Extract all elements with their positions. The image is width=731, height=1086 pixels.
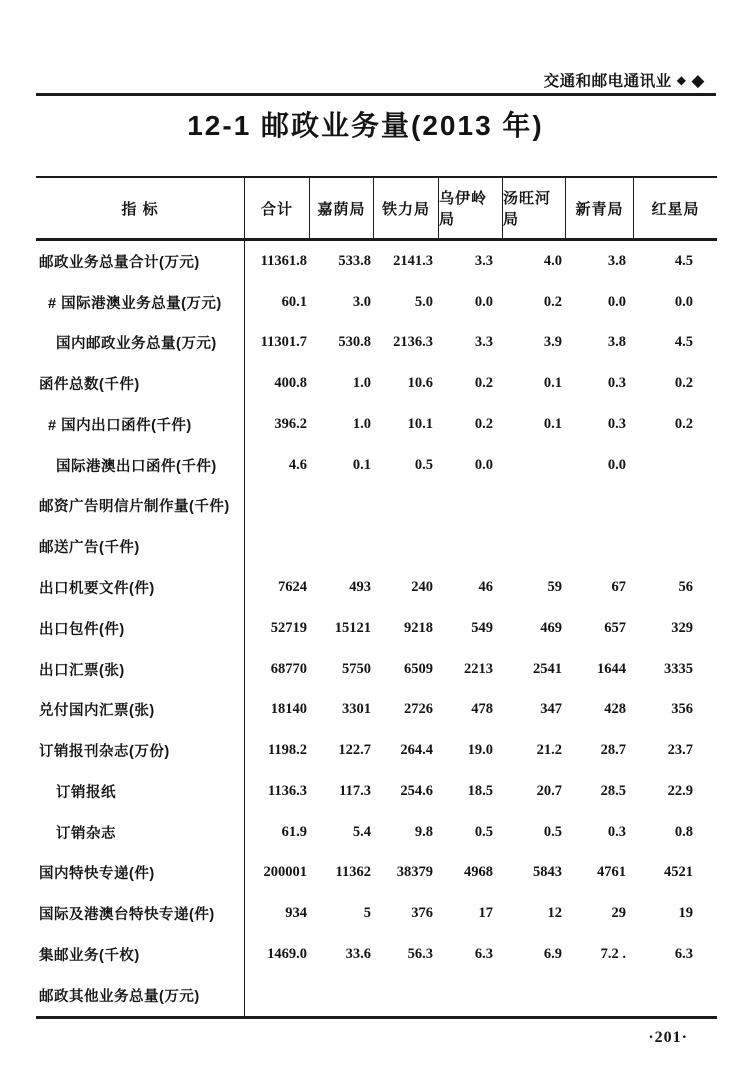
table-row — [36, 689, 717, 730]
cell-value: 46 — [478, 579, 493, 595]
cell-value: 0.0 — [607, 293, 626, 310]
cell-value: 122.7 — [338, 742, 371, 759]
cell-value — [633, 486, 717, 527]
cell-value: 5.4 — [352, 823, 371, 840]
table-row — [36, 608, 717, 649]
cell-value: 29 — [611, 905, 626, 922]
cell-value: 1.0 — [352, 375, 371, 392]
cell-value: 2726 — [404, 701, 433, 718]
cell-value: 2141.3 — [393, 252, 433, 269]
cell-value: 0.3 — [607, 375, 626, 392]
cell-value: 0.1 — [352, 456, 371, 473]
cell-value: 0.0 — [474, 456, 493, 473]
row-indicator-label: 邮政其他业务总量(万元) — [36, 975, 245, 1016]
row-indicator-label: 出口机要文件(件) — [36, 567, 245, 608]
diamond-icon: ◆ — [691, 70, 705, 90]
cell-value: 11301.7 — [260, 334, 307, 351]
cell-value: 68770 — [270, 660, 307, 677]
cell-value — [309, 526, 373, 567]
column-header-total: 合计 — [260, 200, 293, 218]
cell-value: 5 — [363, 905, 371, 922]
cell-value: 10.1 — [407, 415, 433, 432]
cell-value: 15121 — [334, 619, 371, 636]
table-row — [36, 567, 717, 608]
cell-value: 329 — [671, 619, 693, 636]
row-indicator-label: 邮资广告明信片制作量(千件) — [36, 486, 245, 527]
cell-value: 6509 — [404, 660, 433, 677]
table-row — [36, 812, 717, 853]
cell-value: 6.9 — [543, 945, 562, 962]
cell-value — [373, 486, 438, 527]
row-indicator-label: # 国内出口函件(千件) — [36, 404, 245, 445]
cell-value: 347 — [540, 701, 562, 718]
cell-value: 17 — [478, 905, 493, 922]
cell-value: 0.1 — [543, 375, 562, 392]
cell-value — [633, 445, 717, 486]
table-row — [36, 893, 717, 934]
cell-value — [502, 526, 565, 567]
cell-value: 0.5 — [474, 823, 493, 840]
cell-value: 657 — [604, 619, 626, 636]
cell-value: 61.9 — [281, 823, 307, 840]
row-indicator-label: 邮政业务总量合计(万元) — [36, 241, 245, 282]
cell-value: 9.8 — [414, 823, 433, 840]
table-row — [36, 730, 717, 771]
cell-value: 3.9 — [543, 334, 562, 351]
column-header-tangwanghe: 汤旺河局 — [502, 178, 565, 238]
cell-value: 0.3 — [607, 823, 626, 840]
cell-value: 4.5 — [674, 334, 693, 351]
cell-value — [502, 486, 565, 527]
cell-value — [438, 486, 502, 527]
cell-value: 3.3 — [474, 334, 493, 351]
column-header-tieli: 铁力局 — [373, 178, 438, 238]
cell-value — [245, 975, 309, 1016]
header-category-label: 交通和邮电通讯业 — [543, 73, 672, 90]
cell-value: 478 — [471, 701, 493, 718]
cell-value: 5843 — [533, 864, 562, 881]
cell-value — [633, 526, 717, 567]
cell-value: 4761 — [597, 864, 626, 881]
cell-value: 20.7 — [536, 782, 562, 799]
row-indicator-label: 函件总数(千件) — [36, 363, 245, 404]
cell-value: 52719 — [270, 619, 307, 636]
cell-value: 376 — [411, 905, 433, 922]
cell-value: 0.5 — [543, 823, 562, 840]
row-indicator-label: 兑付国内汇票(张) — [36, 689, 245, 730]
cell-value: 12 — [547, 905, 562, 922]
cell-value — [502, 975, 565, 1016]
row-indicator-label: 国内特快专递(件) — [36, 852, 245, 893]
cell-value: 117.3 — [339, 782, 371, 799]
cell-value: 28.5 — [600, 782, 626, 799]
table-row — [36, 282, 717, 323]
cell-value: 469 — [540, 619, 562, 636]
cell-value: 549 — [471, 619, 493, 636]
table-row — [36, 323, 717, 364]
cell-value — [565, 486, 633, 527]
cell-value: 240 — [411, 579, 433, 595]
cell-value: 6.3 — [674, 945, 693, 962]
table-row — [36, 975, 717, 1016]
table-row — [36, 486, 717, 527]
cell-value: 200001 — [263, 864, 307, 881]
cell-value: 18.5 — [467, 782, 493, 799]
cell-value: 59 — [547, 579, 562, 595]
cell-value: 33.6 — [345, 945, 371, 962]
cell-value — [502, 445, 565, 486]
cell-value: 0.2 — [474, 375, 493, 392]
table-row — [36, 363, 717, 404]
row-indicator-label: 国际港澳出口函件(千件) — [36, 445, 245, 486]
cell-value — [565, 526, 633, 567]
table-row — [36, 526, 717, 567]
cell-value: 60.1 — [281, 293, 307, 310]
column-header-wuyiling: 乌伊岭局 — [438, 178, 502, 238]
cell-value: 7.2 . — [600, 945, 626, 962]
cell-value: 19.0 — [467, 742, 493, 759]
cell-value: 0.2 — [474, 415, 493, 432]
row-indicator-label: 订销杂志 — [36, 812, 245, 853]
table-row — [36, 771, 717, 812]
cell-value — [438, 526, 502, 567]
page-title: 12-1 邮政业务量(2013 年) — [187, 110, 544, 141]
running-header — [544, 69, 705, 91]
cell-value: 67 — [611, 579, 626, 595]
cell-value: 3.8 — [607, 334, 626, 351]
row-indicator-label: 集邮业务(千枚) — [36, 934, 245, 975]
cell-value: 4521 — [664, 864, 693, 881]
row-indicator-label: # 国际港澳业务总量(万元) — [36, 282, 245, 323]
page-number: ·201· — [648, 1029, 688, 1046]
cell-value — [245, 526, 309, 567]
cell-value: 11361.8 — [260, 252, 307, 269]
cell-value: 0.5 — [414, 456, 433, 473]
column-header-hongxing: 红星局 — [633, 178, 717, 238]
cell-value: 3.8 — [607, 252, 626, 269]
cell-value: 19 — [678, 905, 693, 922]
cell-value: 4.5 — [674, 252, 693, 269]
cell-value — [373, 975, 438, 1016]
table-row — [36, 445, 717, 486]
row-indicator-label: 邮送广告(千件) — [36, 526, 245, 567]
cell-value: 3301 — [342, 701, 371, 718]
cell-value: 3.0 — [352, 293, 371, 310]
cell-value — [438, 975, 502, 1016]
row-indicator-label: 出口汇票(张) — [36, 649, 245, 690]
row-indicator-label: 订销报刊杂志(万份) — [36, 730, 245, 771]
cell-value: 5.0 — [414, 293, 433, 310]
cell-value: 428 — [604, 701, 626, 718]
column-header-indicator: 指 标 — [36, 178, 245, 238]
cell-value: 0.0 — [607, 456, 626, 473]
cell-value: 0.2 — [674, 415, 693, 432]
cell-value: 18140 — [270, 701, 307, 718]
table-body — [36, 241, 717, 1016]
cell-value: 530.8 — [338, 334, 371, 351]
cell-value: 0.3 — [607, 415, 626, 432]
cell-value: 1469.0 — [267, 945, 307, 962]
column-header-jiayin: 嘉荫局 — [309, 178, 373, 238]
table-row — [36, 852, 717, 893]
row-indicator-label: 订销报纸 — [36, 771, 245, 812]
cell-value: 21.2 — [536, 742, 562, 759]
cell-value: 3335 — [664, 660, 693, 677]
cell-value — [245, 486, 309, 527]
cell-value: 356 — [671, 701, 693, 718]
row-indicator-label: 出口包件(件) — [36, 608, 245, 649]
table-row — [36, 934, 717, 975]
cell-value: 0.0 — [674, 293, 693, 310]
cell-value: 4968 — [464, 864, 493, 881]
cell-value: 2136.3 — [393, 334, 433, 351]
cell-value — [373, 526, 438, 567]
cell-value: 11362 — [335, 864, 371, 881]
cell-value: 4.6 — [288, 456, 307, 473]
cell-value: 56.3 — [407, 945, 433, 962]
cell-value: 9218 — [404, 619, 433, 636]
cell-value: 3.3 — [474, 252, 493, 269]
cell-value: 1198.2 — [267, 742, 307, 759]
cell-value — [565, 975, 633, 1016]
cell-value: 0.0 — [474, 293, 493, 310]
cell-value: 1.0 — [352, 415, 371, 432]
cell-value: 254.6 — [400, 782, 433, 799]
table-header-row — [36, 178, 717, 241]
table-row — [36, 404, 717, 445]
cell-value: 28.7 — [600, 742, 626, 759]
cell-value: 2213 — [464, 660, 493, 677]
cell-value: 5750 — [342, 660, 371, 677]
cell-value — [309, 975, 373, 1016]
cell-value: 7624 — [278, 579, 307, 595]
cell-value: 0.1 — [543, 415, 562, 432]
postal-volume-table — [36, 176, 717, 1019]
diamond-icon: ◆ — [676, 73, 687, 87]
table-row — [36, 241, 717, 282]
cell-value: 23.7 — [667, 742, 693, 759]
cell-value — [633, 975, 717, 1016]
cell-value: 56 — [678, 579, 693, 595]
row-indicator-label: 国内邮政业务总量(万元) — [36, 323, 245, 364]
cell-value: 533.8 — [338, 252, 371, 269]
cell-value: 493 — [349, 579, 371, 595]
cell-value: 934 — [285, 905, 307, 922]
cell-value: 0.8 — [674, 823, 693, 840]
header-divider — [36, 93, 716, 96]
row-indicator-label: 国际及港澳台特快专递(件) — [36, 893, 245, 934]
cell-value: 0.2 — [543, 293, 562, 310]
cell-value: 10.6 — [407, 375, 433, 392]
cell-value: 6.3 — [474, 945, 493, 962]
cell-value — [309, 486, 373, 527]
cell-value: 396.2 — [274, 415, 307, 432]
table-row — [36, 649, 717, 690]
cell-value: 264.4 — [400, 742, 433, 759]
column-header-xinqing: 新青局 — [565, 178, 633, 238]
cell-value: 4.0 — [543, 252, 562, 269]
cell-value: 22.9 — [667, 782, 693, 799]
cell-value: 0.2 — [674, 375, 693, 392]
cell-value: 1644 — [597, 660, 626, 677]
cell-value: 1136.3 — [267, 782, 307, 799]
cell-value: 38379 — [396, 864, 433, 881]
cell-value: 400.8 — [274, 375, 307, 392]
cell-value: 2541 — [533, 660, 562, 677]
